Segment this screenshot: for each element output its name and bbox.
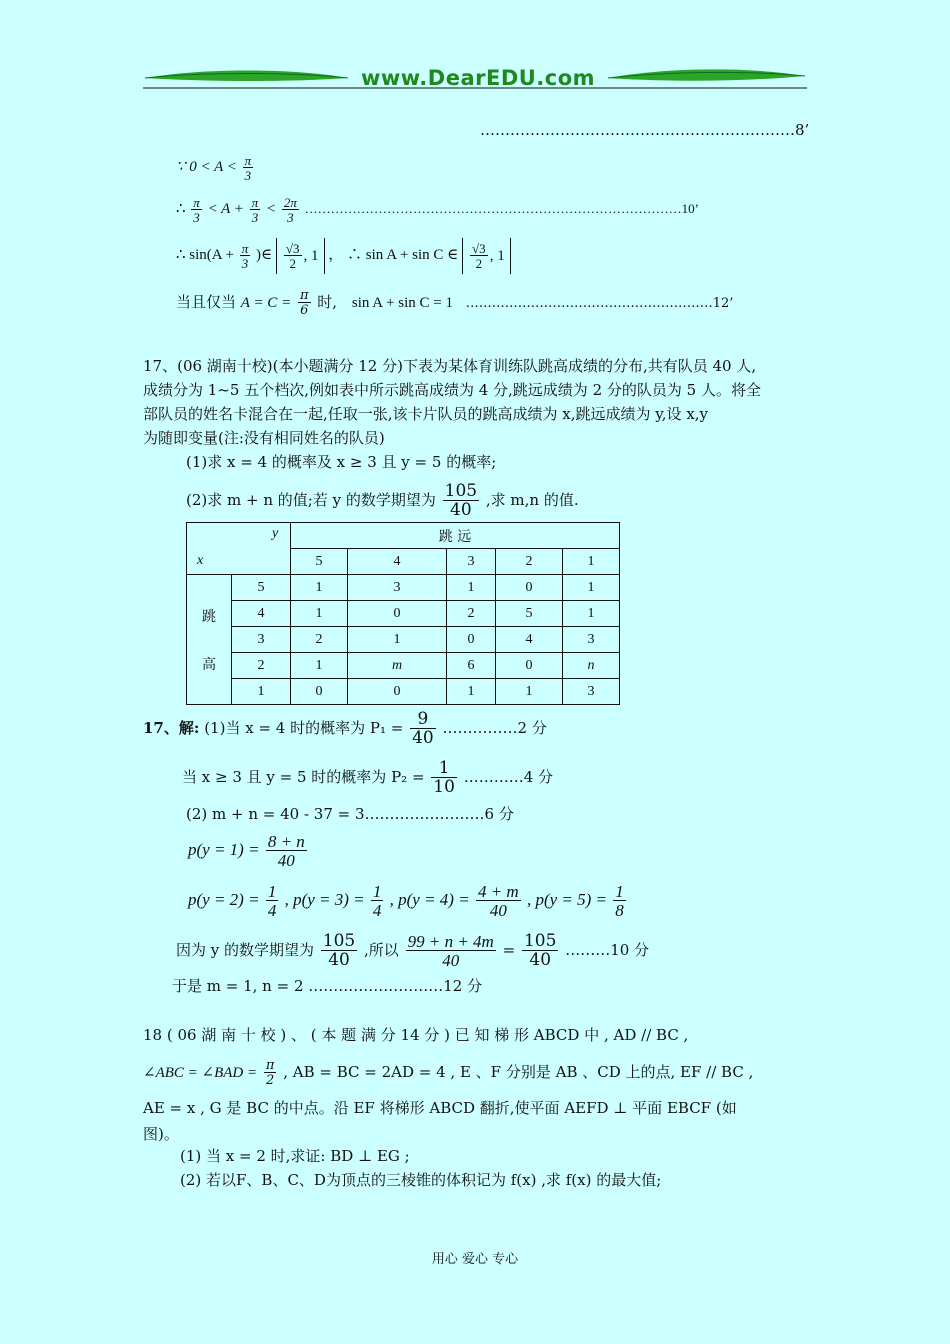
frac-1-4-b: $\frac{1}{4}$ bbox=[372, 882, 382, 921]
frac-1-8: $\frac{1}{8}$ bbox=[615, 882, 624, 921]
y-axis-label: y bbox=[272, 526, 279, 541]
frac-8n-40: $\frac{8 + n}{40}$ bbox=[267, 832, 305, 871]
q17-part2-text: (2)求 m + n 的值;若 y 的数学期望为 bbox=[186, 491, 436, 509]
sol17-line-1 bbox=[143, 706, 547, 750]
q18-part2: (2) 若以F、B、C、D为顶点的三棱锥的体积记为 f(x) ,求 f(x) 的最大值; bbox=[180, 1171, 662, 1189]
table-cell: 5 bbox=[496, 601, 563, 627]
frac-pi-3-a: $\frac{\pi}{3}$ bbox=[193, 194, 200, 225]
therefore-symbol: ∴ bbox=[176, 201, 186, 217]
table-cell: 0 bbox=[291, 679, 348, 705]
q18-angle-text: ∠ABC = ∠BAD = bbox=[143, 1065, 258, 1081]
site-logo-text: www.DearEDU.com bbox=[360, 66, 596, 90]
frac-2pi-3: $\frac{2\pi}{3}$ bbox=[283, 194, 297, 225]
col-header: 5 bbox=[291, 549, 348, 575]
sol17-line-4 bbox=[188, 826, 309, 874]
q18-line-1: 18 ( 06 湖 南 十 校 ) 、 ( 本 题 满 分 14 分 ) 已 知 梯 形 ABCD 中 , AD // BC , bbox=[143, 1026, 689, 1044]
col-header: 1 bbox=[563, 549, 620, 575]
frac-pi-6: $\frac{\pi}{6}$ bbox=[299, 288, 309, 318]
table-row bbox=[187, 679, 620, 705]
frac-105-40-a: $\frac{105}{40}$ bbox=[322, 931, 356, 970]
sin-prefix: ∴ sin(A + bbox=[176, 247, 235, 263]
table-cell: m bbox=[348, 653, 447, 679]
sol17-l2-text: 当 x ≥ 3 且 y = 5 时的概率为 P₂ = bbox=[182, 768, 425, 786]
x-axis-label: x bbox=[197, 553, 204, 568]
sol17-line-7: 于是 m = 1, n = 2 ………………………12 分 bbox=[172, 977, 483, 995]
table-cell: n bbox=[563, 653, 620, 679]
frac-pi-3: $\frac{\pi}{3}$ bbox=[244, 152, 252, 183]
q17-part1: (1)求 x = 4 的概率及 x ≥ 3 且 y = 5 的概率; bbox=[186, 453, 497, 471]
table-cell: 2 bbox=[291, 627, 348, 653]
table-cell: 3 bbox=[348, 575, 447, 601]
equality-condition: A = C = bbox=[240, 295, 292, 311]
table-cell: 0 bbox=[447, 627, 496, 653]
py1-text: p(y = 1) = bbox=[188, 840, 260, 859]
table-cell: 4 bbox=[496, 627, 563, 653]
py5-text: , p(y = 5) = bbox=[526, 890, 607, 909]
col-header: 3 bbox=[447, 549, 496, 575]
table-cell: 1 bbox=[563, 601, 620, 627]
sol17-line-2 bbox=[182, 755, 553, 799]
table-cell: 1 bbox=[563, 575, 620, 601]
frac-pi-3-c: $\frac{\pi}{3}$ bbox=[241, 240, 249, 271]
row-header: 3 bbox=[232, 627, 291, 653]
col-header: 2 bbox=[496, 549, 563, 575]
sum-text: ， ∴ sin A + sin C ∈ bbox=[328, 247, 459, 263]
q17-line-1: 17、(06 湖南十校)(本小题满分 12 分)下表为某体育训练队跳高成绩的分布,共有队员 40 人, bbox=[143, 357, 757, 375]
interval-1: $\frac{√3}{2}$ , 1 bbox=[276, 238, 325, 274]
table-cell: 2 bbox=[447, 601, 496, 627]
sol17-label: 17、解: bbox=[143, 719, 200, 737]
table-cell: 6 bbox=[447, 653, 496, 679]
expectation-text: 因为 y 的数学期望为 bbox=[176, 941, 315, 959]
frac-pi-2: $\frac{\pi}{2}$ bbox=[265, 1058, 275, 1088]
q17-part2 bbox=[186, 478, 579, 522]
equality-suffix: 时, bbox=[317, 293, 338, 311]
q17-stem bbox=[143, 354, 813, 450]
q18-l2-text: , AB = BC = 2AD = 4 , E 、F 分别是 AB 、CD 上的点, EF // BC , bbox=[283, 1063, 754, 1081]
q17-line-4: 为随即变量(注:没有相同姓名的队员) bbox=[143, 429, 385, 447]
interval-2: $\frac{√3}{2}$ , 1 bbox=[462, 238, 511, 274]
table-cell: 3 bbox=[563, 679, 620, 705]
table-row bbox=[187, 653, 620, 679]
frac-9-40: $\frac{9}{40}$ bbox=[412, 709, 434, 748]
score-distribution-table bbox=[186, 522, 620, 705]
sin-range-line bbox=[176, 237, 511, 274]
score-10: ……………………………………………………………………………10’ bbox=[304, 201, 699, 216]
q17-line-2: 成绩分为 1~5 五个档次,例如表中所示跳高成绩为 4 分,跳远成绩为 2 分的队员为 5 人。将全 bbox=[143, 381, 761, 399]
header-banner bbox=[143, 66, 807, 90]
table-cell: 1 bbox=[447, 575, 496, 601]
table-cell: 1 bbox=[291, 601, 348, 627]
q17-line-3: 部队员的姓名卡混合在一起,任取一张,该卡片队员的跳高成绩为 x,跳远成绩为 y,设 x,y bbox=[143, 405, 709, 423]
col-header: 4 bbox=[348, 549, 447, 575]
given-range bbox=[176, 150, 255, 184]
py3-text: , p(y = 3) = bbox=[284, 890, 365, 909]
table-cell: 1 bbox=[447, 679, 496, 705]
high-jump-header: 跳 高 bbox=[187, 575, 232, 705]
table-cell: 1 bbox=[496, 679, 563, 705]
table-row bbox=[187, 575, 620, 601]
table-cell: 0 bbox=[348, 601, 447, 627]
frac-105-40: $\frac{105}{40}$ bbox=[444, 481, 478, 520]
sol17-l2-score: …………4 分 bbox=[463, 768, 554, 786]
sol17-line-3: (2) m + n = 40 - 37 = 3……………………6 分 bbox=[186, 805, 514, 823]
sol17-line-5 bbox=[188, 876, 628, 924]
score-8: ………………………………………………………8’ bbox=[480, 121, 810, 139]
frac-4m-40: $\frac{4 + m}{40}$ bbox=[477, 882, 519, 921]
equality-line bbox=[176, 285, 733, 321]
equality-prefix: 当且仅当 bbox=[176, 293, 237, 311]
table-cell: 0 bbox=[348, 679, 447, 705]
score-12: …………………………………………………12’ bbox=[465, 296, 734, 311]
table-cell: 0 bbox=[496, 653, 563, 679]
q18-line-2 bbox=[143, 1050, 753, 1095]
frac-pi-3-b: $\frac{\pi}{3}$ bbox=[251, 194, 259, 225]
table-cell: 0 bbox=[496, 575, 563, 601]
range-line: ∴ $\frac{\pi}{3}$ < A + $\frac{\pi}{3}$ < $\frac{2\pi}{3}$ ……………………………………………………………………………10’ bbox=[176, 194, 699, 225]
table-row bbox=[187, 627, 620, 653]
frac-99-40: $\frac{99 + n + 4m}{40}$ bbox=[407, 932, 494, 970]
row-header: 1 bbox=[232, 679, 291, 705]
q18-line-4: 图)。 bbox=[143, 1125, 179, 1143]
sol17-line-6 bbox=[176, 926, 649, 974]
sol17-l1-score: ……………2 分 bbox=[442, 719, 547, 737]
frac-1-10: $\frac{1}{10}$ bbox=[433, 758, 455, 797]
py2-text: p(y = 2) = bbox=[188, 890, 260, 909]
sol17-l1-text: (1)当 x = 4 时的概率为 P₁ = bbox=[204, 719, 404, 737]
long-jump-header: 跳 远 bbox=[291, 523, 620, 549]
frac-105-40-b: $\frac{105}{40}$ bbox=[523, 931, 557, 970]
table-row bbox=[187, 601, 620, 627]
equals-sign: = bbox=[502, 941, 516, 959]
therefore-text: ,所以 bbox=[364, 941, 399, 959]
table-cell: 3 bbox=[563, 627, 620, 653]
row-header: 4 bbox=[232, 601, 291, 627]
sin-mid: )∈ bbox=[256, 247, 273, 263]
footer-text: 用心 爱心 专心 bbox=[431, 1252, 519, 1267]
row-header: 5 bbox=[232, 575, 291, 601]
given-text: ∵ 0 < A < bbox=[176, 159, 237, 175]
q18-part1: (1) 当 x = 2 时,求证: BD ⊥ EG ; bbox=[180, 1147, 410, 1165]
q18-line-3: AE = x , G 是 BC 的中点。沿 EF 将梯形 ABCD 翻折,使平面 AEFD ⊥ 平面 EBCF (如 bbox=[143, 1099, 737, 1117]
row-header: 2 bbox=[232, 653, 291, 679]
table-cell: 1 bbox=[291, 653, 348, 679]
equality-result: sin A + sin C = 1 bbox=[351, 295, 453, 311]
q17-part2-tail: ,求 m,n 的值. bbox=[485, 491, 579, 509]
table-corner bbox=[187, 523, 291, 575]
table-cell: 1 bbox=[348, 627, 447, 653]
py4-text: , p(y = 4) = bbox=[389, 890, 470, 909]
frac-1-4-a: $\frac{1}{4}$ bbox=[267, 882, 277, 921]
table-cell: 1 bbox=[291, 575, 348, 601]
sol17-l6-score: ………10 分 bbox=[565, 941, 650, 959]
